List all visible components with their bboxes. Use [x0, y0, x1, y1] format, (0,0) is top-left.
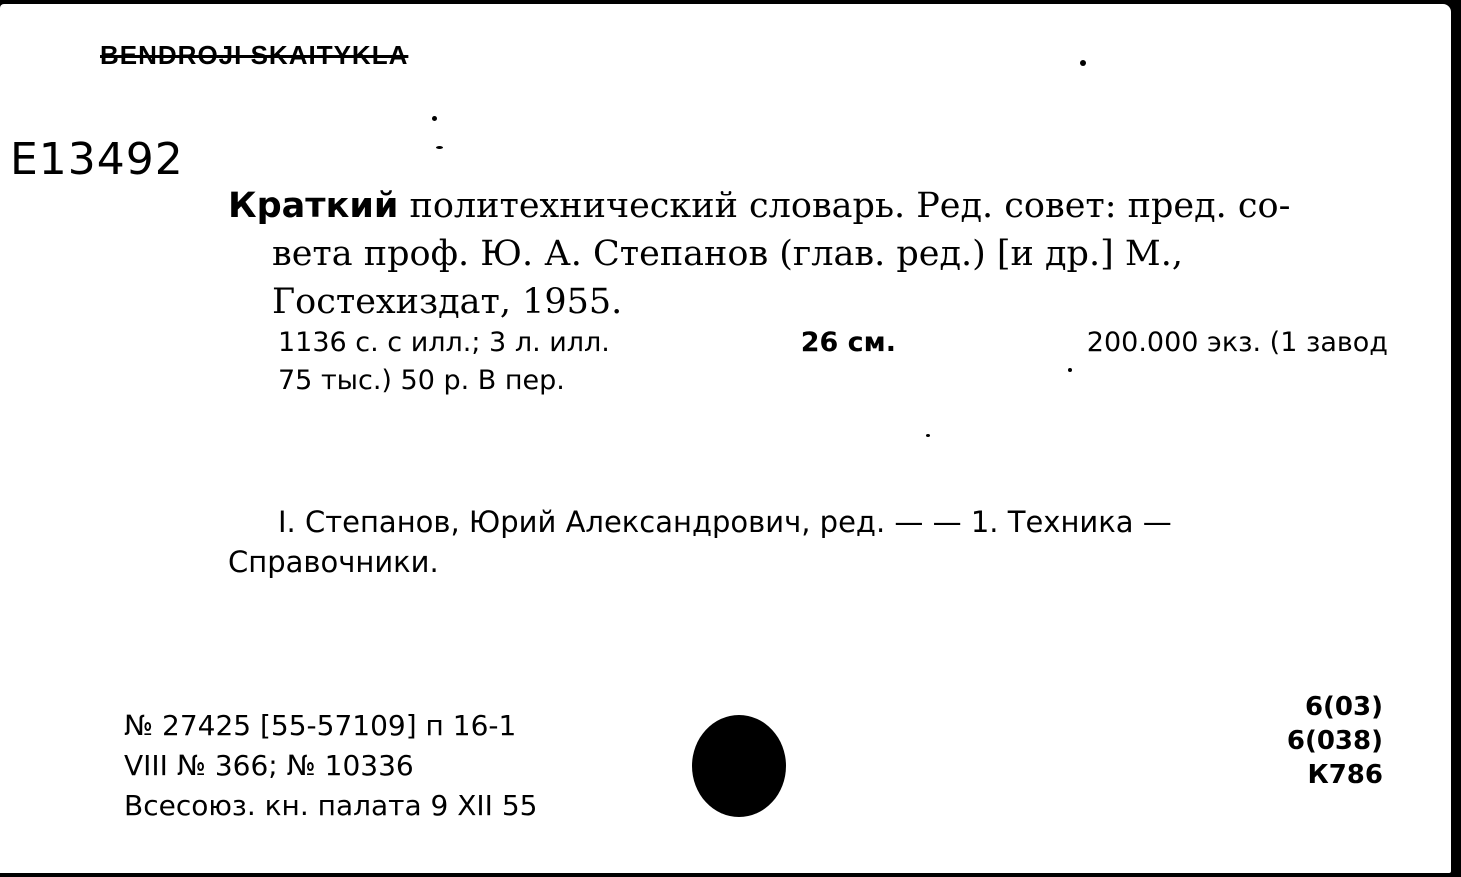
speck-mark [1068, 368, 1072, 372]
speck-mark [1080, 60, 1086, 66]
tracing-line-2: Справочники. [228, 545, 439, 579]
tracing [228, 502, 1390, 582]
title-line-3: Гостехиздат, 1955. [272, 282, 623, 322]
classification-numbers [1287, 690, 1383, 792]
collation-size: 26 см. [800, 327, 896, 358]
title-line-1: политехнический словарь. Ред. совет: пред. со- [409, 186, 1291, 226]
class-number-2: 6(038) [1286, 726, 1383, 756]
card-number-line-2: VIII № 366; № 10336 [124, 749, 414, 782]
class-number-3: К786 [1307, 760, 1383, 790]
class-number-1: 6(03) [1304, 692, 1383, 722]
card-numbers [124, 706, 537, 826]
title-line-2: вета проф. Ю. А. Степанов (глав. ред.) [и др.] М., [272, 234, 1183, 274]
collation-line-2: 75 тыс.) 50 р. В пер. [278, 365, 565, 396]
collation-line-1 [278, 324, 1388, 362]
head-word: Краткий [228, 186, 399, 226]
tracing-line-1: I. Степанов, Юрий Александрович, ред. — — 1. Техника — [278, 505, 1172, 539]
collation [278, 324, 1388, 400]
collation-pages: 1136 с. с илл.; 3 л. илл. [278, 327, 610, 358]
speck-mark [432, 116, 437, 121]
card-number-line-1: № 27425 [55-57109] п 16-1 [124, 709, 517, 742]
inventory-number: E13492 [10, 134, 184, 185]
collation-copies: 200.000 экз. (1 завод [1086, 327, 1388, 358]
library-stamp-header: BENDROJI SKAITYKLA [100, 40, 409, 70]
punch-hole [692, 715, 786, 817]
card-number-line-3: Всесоюз. кн. палата 9 XII 55 [124, 789, 538, 822]
main-entry [228, 182, 1390, 326]
catalog-card [0, 4, 1451, 873]
speck-mark [436, 146, 443, 149]
speck-mark [926, 434, 930, 437]
